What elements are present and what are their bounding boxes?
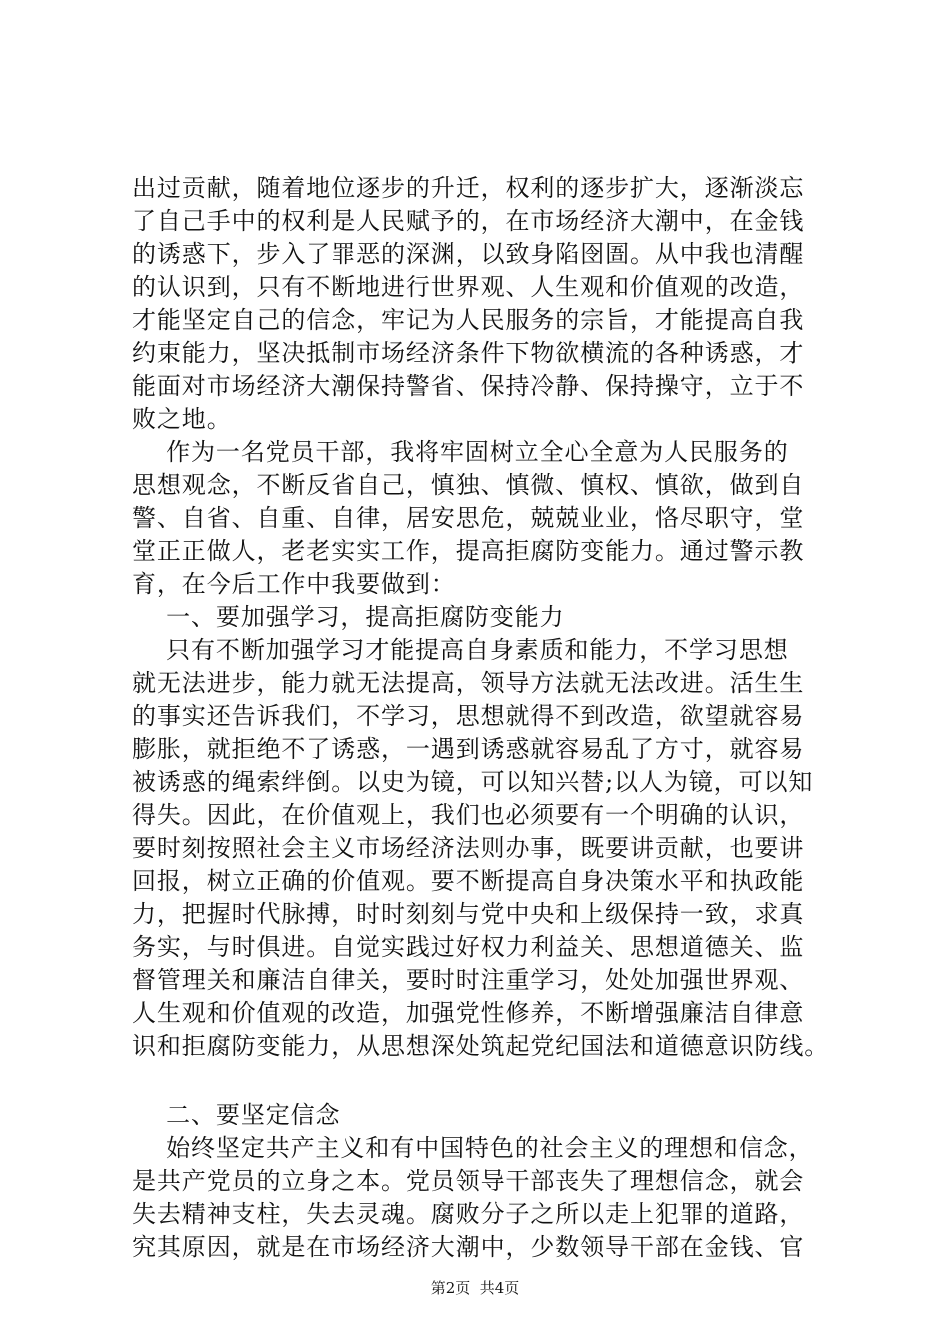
- text-line: 能面对市场经济大潮保持警省、保持冷静、保持操守，立于不: [132, 372, 805, 400]
- text-line: 务实，与时俱进。自觉实践过好权力利益关、思想道德关、监: [132, 933, 805, 961]
- text-line: 要时刻按照社会主义市场经济法则办事，既要讲贡献，也要讲: [132, 834, 805, 862]
- text-line: 识和拒腐防变能力，从思想深处筑起党纪国法和道德意识防线。: [132, 1032, 830, 1060]
- text-line: 才能坚定自己的信念，牢记为人民服务的宗旨，才能提高自我: [132, 306, 805, 334]
- text-line: 督管理关和廉洁自律关，要时时注重学习，处处加强世界观、: [132, 966, 805, 994]
- text-line: 就无法进步，能力就无法提高，领导方法就无法改进。活生生: [132, 669, 805, 697]
- text-line: 警、自省、自重、自律，居安思危，兢兢业业，恪尽职守，堂: [132, 504, 805, 532]
- text-line: 思想观念，不断反省自己，慎独、慎微、慎权、慎欲，做到自: [132, 471, 805, 499]
- text-line: 出过贡献，随着地位逐步的升迁，权利的逐步扩大，逐渐淡忘: [132, 174, 805, 202]
- text-line: 究其原因，就是在市场经济大潮中，少数领导干部在金钱、官: [132, 1233, 805, 1261]
- paragraph-start-line: 始终坚定共产主义和有中国特色的社会主义的理想和信念，: [132, 1134, 814, 1162]
- text-line: 人生观和价值观的改造，加强党性修养，不断增强廉洁自律意: [132, 999, 805, 1027]
- text-line: 约束能力，坚决抵制市场经济条件下物欲横流的各种诱惑，才: [132, 339, 805, 367]
- text-line: 力，把握时代脉搏，时时刻刻与党中央和上级保持一致，求真: [132, 900, 805, 928]
- text-line: 的认识到，只有不断地进行世界观、人生观和价值观的改造，: [132, 273, 805, 301]
- section-heading-2: 二、要坚定信念: [132, 1101, 341, 1129]
- text-line: 育，在今后工作中我要做到：: [132, 570, 456, 598]
- text-line: 是共产党员的立身之本。党员领导干部丧失了理想信念，就会: [132, 1167, 805, 1195]
- text-line: 失去精神支柱，失去灵魂。腐败分子之所以走上犯罪的道路，: [132, 1200, 805, 1228]
- text-line: 膨胀，就拒绝不了诱惑，一遇到诱惑就容易乱了方寸，就容易: [132, 735, 805, 763]
- text-line: 败之地。: [132, 405, 232, 433]
- text-line: 回报，树立正确的价值观。要不断提高自身决策水平和执政能: [132, 867, 805, 895]
- paragraph-start-line: 作为一名党员干部，我将牢固树立全心全意为人民服务的: [132, 438, 789, 466]
- text-line: 了自己手中的权利是人民赋予的，在市场经济大潮中，在金钱: [132, 207, 805, 235]
- page-number-footer: 第2页 共4页: [430, 1279, 520, 1297]
- paragraph-start-line: 只有不断加强学习才能提高自身素质和能力，不学习思想: [132, 636, 789, 664]
- text-line: 堂正正做人，老老实实工作，提高拒腐防变能力。通过警示教: [132, 537, 805, 565]
- section-heading-1: 一、要加强学习，提高拒腐防变能力: [132, 603, 565, 631]
- paragraph-gap: [132, 1063, 872, 1099]
- text-line: 得失。因此，在价值观上，我们也必须要有一个明确的认识，: [132, 801, 805, 829]
- document-body: [132, 172, 872, 1264]
- text-line: 的事实还告诉我们，不学习，思想就得不到改造，欲望就容易: [132, 702, 805, 730]
- text-line: 的诱惑下，步入了罪恶的深渊，以致身陷囹圄。从中我也清醒: [132, 240, 805, 268]
- text-line: 被诱惑的绳索绊倒。以史为镜，可以知兴替;以人为镜，可以知: [132, 768, 814, 796]
